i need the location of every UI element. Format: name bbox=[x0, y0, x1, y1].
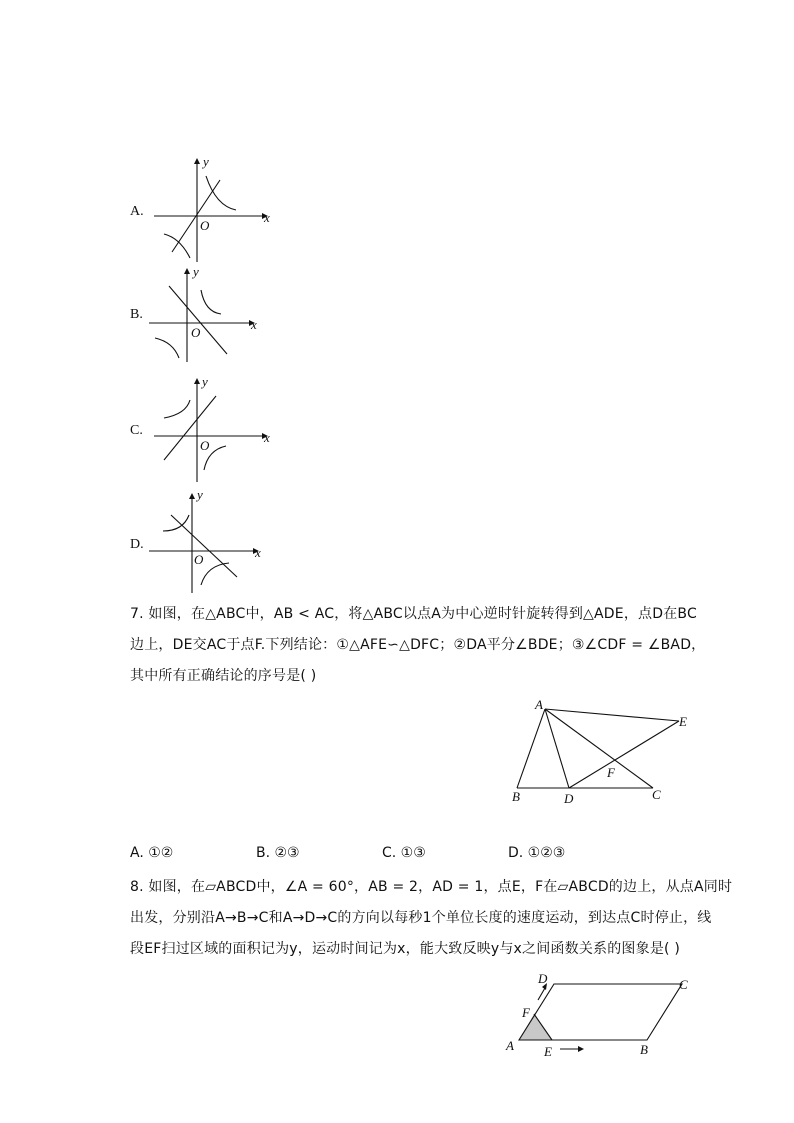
x-label: x bbox=[264, 430, 270, 445]
label-b: B bbox=[512, 789, 520, 804]
y-axis-arrow bbox=[184, 268, 190, 274]
hyperbola-branch-1 bbox=[201, 290, 221, 314]
segment-ae bbox=[545, 709, 679, 721]
label-f: F bbox=[522, 1005, 530, 1020]
q7-line-1: 7. 如图，在△ABC中，AB < AC，将△ABC以点A为中心逆时针旋转得到△ADE，点D在BC bbox=[130, 606, 697, 622]
q7-answer-d[interactable]: D. ①②③ bbox=[508, 845, 566, 861]
q8-line-2: 出发，分别沿A→B→C和A→D→C的方向以每秒1个单位长度的速度运动，到达点C时停止，线 bbox=[130, 910, 712, 926]
y-axis-arrow bbox=[189, 493, 195, 499]
q7-answer-c[interactable]: C. ①③ bbox=[382, 845, 426, 861]
hyperbola-branch-1 bbox=[164, 400, 190, 418]
q8-line-1: 8. 如图，在▱ABCD中，∠A = 60°，AB = 2，AD = 1，点E，F在▱ABCD的边上，从点A同时 bbox=[130, 879, 733, 895]
y-axis-arrow bbox=[194, 158, 200, 164]
q8-figure bbox=[500, 968, 700, 1063]
option-c-graph bbox=[150, 370, 280, 485]
label-f: F bbox=[607, 765, 615, 780]
x-label: x bbox=[264, 210, 270, 225]
segment-ab bbox=[517, 709, 545, 788]
label-e: E bbox=[679, 714, 687, 729]
hyperbola-branch-2 bbox=[201, 563, 229, 585]
hyperbola-branch-2 bbox=[155, 338, 179, 358]
label-c: C bbox=[652, 787, 661, 802]
option-c-letter: C. bbox=[130, 423, 143, 438]
label-b: B bbox=[640, 1042, 648, 1057]
q7-answer-b[interactable]: B. ②③ bbox=[256, 845, 300, 861]
option-b-graph bbox=[145, 262, 270, 367]
x-label: x bbox=[251, 317, 257, 332]
y-axis-arrow bbox=[194, 378, 200, 384]
segment-ac bbox=[545, 709, 653, 788]
hyperbola-branch-1 bbox=[206, 176, 236, 210]
label-d: D bbox=[538, 971, 548, 986]
option-b-letter: B. bbox=[130, 307, 143, 322]
hyperbola-branch-2 bbox=[164, 234, 190, 258]
label-a: A bbox=[506, 1038, 514, 1053]
option-d-letter: D. bbox=[130, 537, 144, 552]
x-label: x bbox=[255, 545, 261, 560]
segment-de bbox=[569, 721, 679, 788]
y-label: y bbox=[193, 264, 199, 279]
y-label: y bbox=[202, 374, 208, 389]
label-d: D bbox=[564, 791, 574, 806]
line-graph bbox=[169, 286, 227, 354]
origin-label: O bbox=[200, 218, 210, 233]
option-d-graph bbox=[145, 485, 275, 597]
label-c: C bbox=[679, 977, 688, 992]
option-a-letter: A. bbox=[130, 204, 144, 219]
label-a: A bbox=[535, 697, 543, 712]
label-e: E bbox=[544, 1044, 552, 1059]
q7-figure bbox=[505, 695, 705, 810]
arrow-f-shaft bbox=[538, 988, 545, 1000]
segment-ad bbox=[545, 709, 569, 788]
y-label: y bbox=[203, 154, 209, 169]
q8-line-3: 段EF扫过区域的面积记为y，运动时间记为x，能大致反映y与x之间函数关系的图象是( ) bbox=[130, 941, 681, 957]
option-a-graph bbox=[150, 150, 280, 265]
line-graph bbox=[171, 515, 237, 577]
arrow-e-head bbox=[578, 1046, 584, 1052]
origin-label: O bbox=[191, 325, 201, 340]
q7-line-2: 边上，DE交AC于点F.下列结论：①△AFE∽△DFC；②DA平分∠BDE；③∠CDF = ∠BAD， bbox=[130, 637, 706, 653]
y-label: y bbox=[197, 487, 203, 502]
q7-line-3: 其中所有正确结论的序号是( ) bbox=[130, 668, 317, 684]
q7-answer-a[interactable]: A. ①② bbox=[130, 845, 174, 861]
origin-label: O bbox=[200, 438, 210, 453]
origin-label: O bbox=[194, 552, 204, 567]
